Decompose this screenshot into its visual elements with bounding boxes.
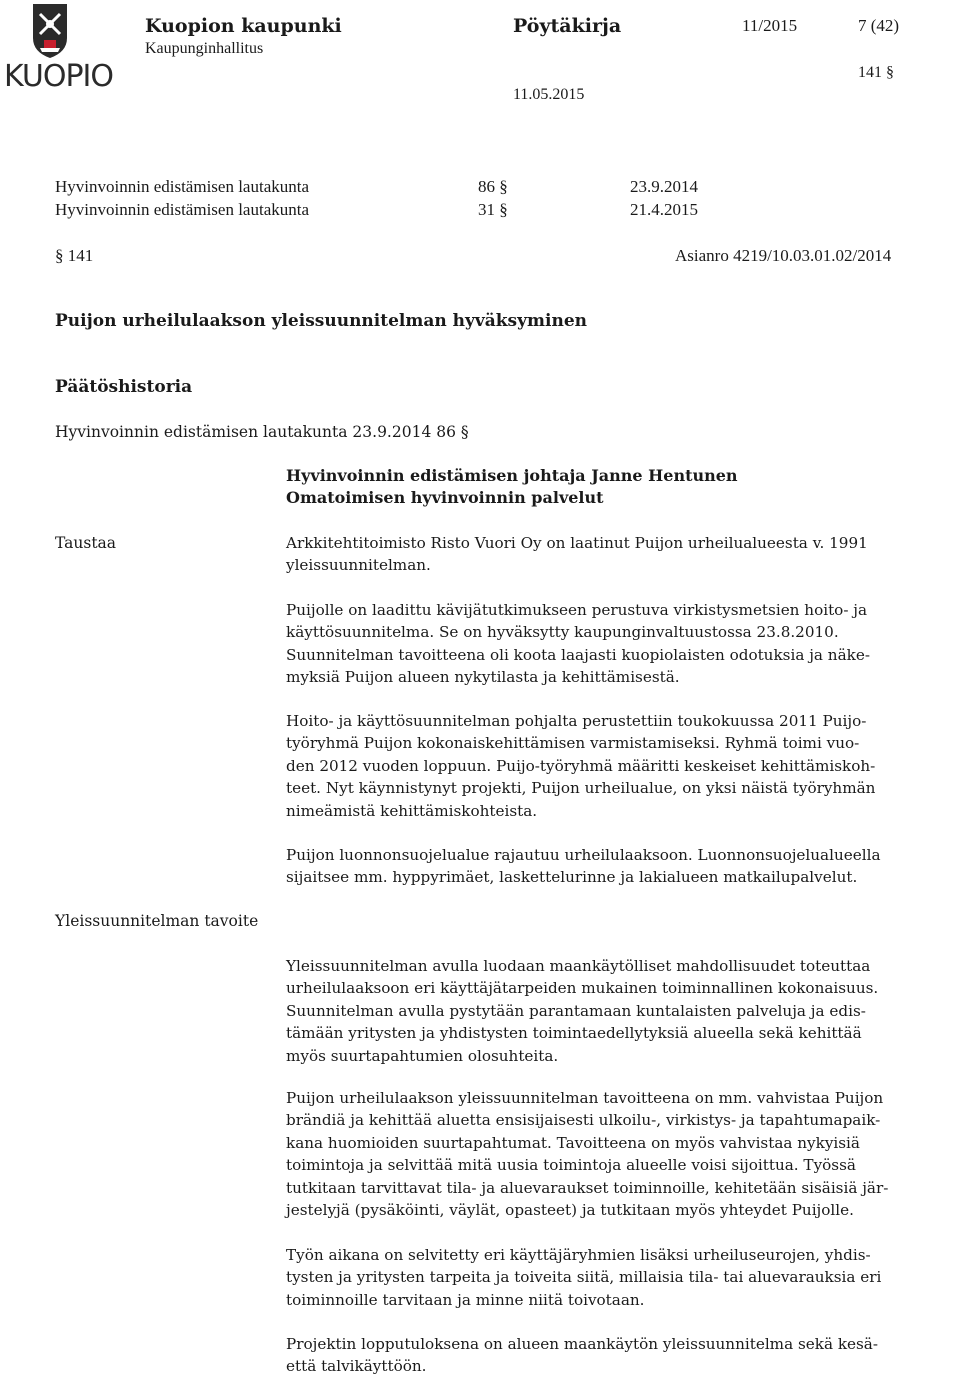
org-name: Kuopion kaupunki <box>145 15 342 37</box>
paragraph-8: Projektin lopputuloksena on alueen maankäytön yleissuunnitelma sekä kesä- että talvikäyttöön. <box>286 1335 878 1376</box>
paragraph-5: Yleissuunnitelman avulla luodaan maankäytölliset mahdollisuudet toteuttaa urheilulaaksoon eri käyttäjätarpeiden mukainen toiminnallinen kokonaisuus. Suunnitelman avulla pystytään parantamaan kuntalaisten palveluja ja edis- tämään yritysten ja yhdistysten toimintaedellytyksiä alueella sekä kehittää myös suurtapahtumien olosuhteita. <box>286 957 879 1065</box>
doc-type: Pöytäkirja <box>513 15 622 37</box>
history-row-1-body: Hyvinvoinnin edistämisen lautakunta <box>55 177 310 196</box>
kuopio-logo <box>0 0 113 100</box>
history-row-1-date: 23.9.2014 <box>630 177 698 196</box>
paragraph-1: Arkkitehtitoimisto Risto Vuori Oy on laatinut Puijon urheilualueesta v. 1991 yleissuunnitelman. <box>286 534 868 575</box>
label-goal: Yleissuunnitelman tavoite <box>55 912 259 930</box>
paragraph-6: Puijon urheilulaakson yleissuunnitelman tavoitteena on mm. vahvistaa Puijon brändiä ja kehittää aluetta ensisijaisesti ulkoilu-, virkistys- ja tapahtumapaik- kana huomioiden suurtapahtumat. Tavoitteena on myös vahvistaa nykyisiä toimintoja ja selvittää mitä uusia toimintoja alueelle voisi sijoittua. Työssä tutkitaan tarvittavat tila- ja aluevaraukset toiminnoille, kehitetään sisäisiä jär- jestelyjä (pysäköinti, väylät, opasteet) ja tutkitaan myös yhteydet Puijolle. <box>286 1089 889 1220</box>
presenter: Hyvinvoinnin edistämisen johtaja Janne Hentunen <box>286 466 738 485</box>
history-row-2-section: 31 § <box>478 200 508 219</box>
history-row-1-section: 86 § <box>478 177 508 196</box>
paragraph-7: Työn aikana on selvitetty eri käyttäjäryhmien lisäksi urheiluseurojen, yhdis- tysten ja yritysten tarpeita ja toiveita siitä, millaisia tila- tai aluevarauksia eri toiminnoille tarvitaan ja minne niitä toivotaan. <box>286 1246 882 1309</box>
logo-text: KUOPIO <box>4 59 113 94</box>
history-row-2-body: Hyvinvoinnin edistämisen lautakunta <box>55 200 310 219</box>
case-number: Asianro 4219/10.03.01.02/2014 <box>675 246 892 265</box>
item-section: § 141 <box>55 246 94 265</box>
history-entry: Hyvinvoinnin edistämisen lautakunta 23.9.2014 86 § <box>55 423 469 441</box>
history-heading: Päätöshistoria <box>55 377 193 397</box>
label-background: Taustaa <box>55 534 117 552</box>
body-name: Kaupunginhallitus <box>145 40 264 57</box>
paragraph-3: Hoito- ja käyttösuunnitelman pohjalta perustettiin toukokuussa 2011 Puijo- työryhmä Puijon kokonaiskehittämisen varmistamiseksi. Ryhmä toimi vuo- den 2012 vuoden loppuun. Puijo-työryhmä määritti keskeiset kehittämiskoh- teet. Nyt käynnistynyt projekti, Puijon urheilualue, on yksi näistä työryhmän nimeämistä kehittämiskohteista. <box>286 712 876 820</box>
meeting-number: 11/2015 <box>742 16 798 35</box>
page-number: 7 (42) <box>858 16 900 35</box>
presenter-unit: Omatoimisen hyvinvoinnin palvelut <box>286 488 604 507</box>
item-title: Puijon urheilulaakson yleissuunnitelman hyväksyminen <box>55 311 587 331</box>
meeting-date: 11.05.2015 <box>513 86 585 103</box>
paragraph-4: Puijon luonnonsuojelualue rajautuu urheilulaaksoon. Luonnonsuojelualueella sijaitsee mm. hyppyrimäet, laskettelurinne ja lakialueen matkailupalvelut. <box>286 846 881 887</box>
history-row-2-date: 21.4.2015 <box>630 200 698 219</box>
header-section: 141 § <box>858 64 894 81</box>
paragraph-2: Puijolle on laadittu kävijätutkimukseen perustuva virkistysmetsien hoito- ja käyttösuunnitelma. Se on hyväksytty kaupunginvaltuustossa 23.8.2010. Suunnitelman tavoitteena oli koota laajasti kuopiolaisten odotuksia ja näke- myksiä Puijon alueen nykytilasta ja kehittämisestä. <box>286 601 870 687</box>
